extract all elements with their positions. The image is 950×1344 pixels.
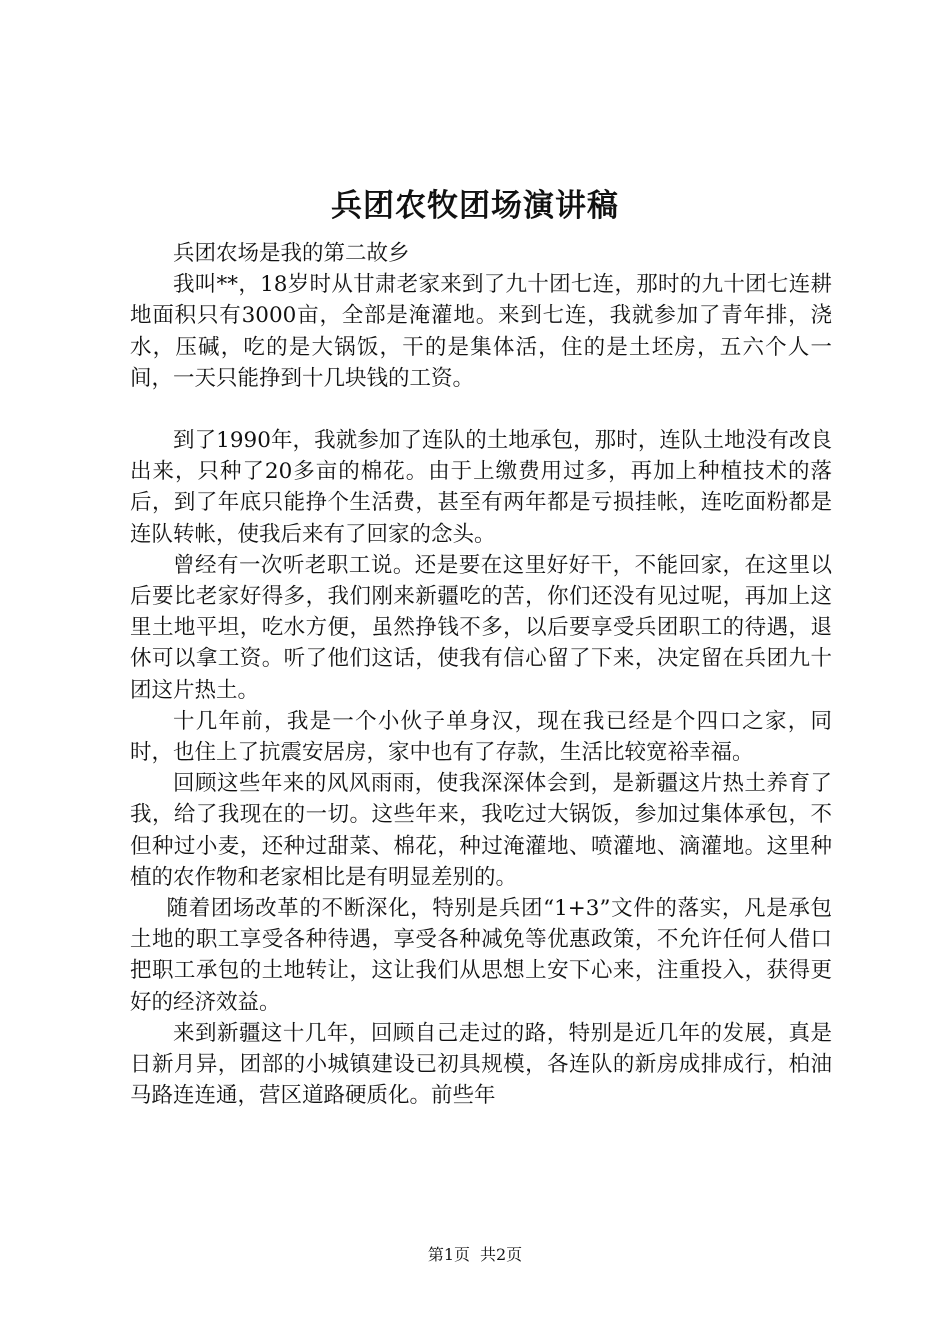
- paragraph-subtitle: 兵团农场是我的第二故乡: [173, 241, 410, 266]
- paragraph: 我叫**，18岁时从甘肃老家来到了九十团七连，那时的九十团七连耕地面积只有3000亩，全部是淹灌地。来到七连，我就参加了青年排，浇水，压碱，吃的是大锅饭，干的是集体活，住的是土坯房，五六个人一间，一天只能挣到十几块钱的工资。: [130, 272, 832, 391]
- page-footer: [0, 1245, 950, 1265]
- document-body: [130, 238, 832, 1111]
- paragraph: 来到新疆这十几年，回顾自己走过的路，特别是近几年的发展，真是日新月异，团部的小城镇建设已初具规模，各连队的新房成排成行，柏油马路连连通，营区道路硬质化。前些年: [130, 1020, 832, 1109]
- paragraph: 到了1990年，我就参加了连队的土地承包，那时，连队土地没有改良出来，只种了20多亩的棉花。由于上缴费用过多，再加上种植技术的落后，到了年底只能挣个生活费，甚至有两年都是亏损挂帐，连吃面粉都是连队转帐，使我后来有了回家的念头。: [130, 428, 832, 547]
- page-total: 共2页: [480, 1245, 523, 1264]
- document-title: 兵团农牧团场演讲稿: [331, 188, 619, 224]
- paragraph: 回顾这些年来的风风雨雨，使我深深体会到，是新疆这片热土养育了我，给了我现在的一切。这些年来，我吃过大锅饭，参加过集体承包，不但种过小麦，还种过甜菜、棉花，种过淹灌地、喷灌地、滴灌地。这里种植的农作物和老家相比是有明显差别的。: [130, 771, 832, 890]
- page-number: 第1页: [427, 1245, 470, 1264]
- paragraph: 十几年前，我是一个小伙子单身汉，现在我已经是个四口之家，同时，也住上了抗震安居房，家中也有了存款，生活比较宽裕幸福。: [130, 708, 832, 766]
- paragraph: 曾经有一次听老职工说。还是要在这里好好干，不能回家，在这里以后要比老家好得多，我们刚来新疆吃的苦，你们还没有见过呢，再加上这里土地平坦，吃水方便，虽然挣钱不多，以后要享受兵团职工的待遇，退休可以拿工资。听了他们这话，使我有信心留了下来，决定留在兵团九十团这片热土。: [130, 552, 832, 703]
- paragraph: 随着团场改革的不断深化，特别是兵团“1+3”文件的落实，凡是承包土地的职工享受各种待遇，享受各种减免等优惠政策，不允许任何人借口把职工承包的土地转让，这让我们从思想上安下心来，注重投入，获得更好的经济效益。: [130, 896, 832, 1015]
